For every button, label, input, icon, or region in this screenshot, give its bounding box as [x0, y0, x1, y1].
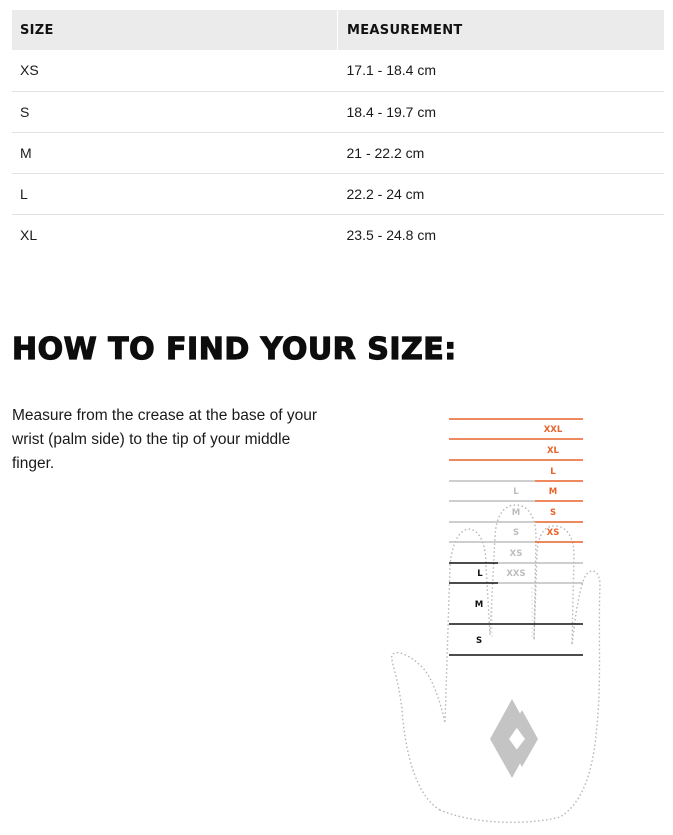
measurement-cell: 18.4 - 19.7 cm: [346, 103, 436, 120]
gray-label-s: S: [512, 528, 520, 538]
hand-diagram-svg: [380, 405, 650, 830]
orange-label-xl: XL: [547, 446, 559, 456]
table-row: [12, 50, 664, 91]
logo-diamond-left: [490, 699, 523, 778]
orange-label-m: M: [548, 487, 558, 497]
table-header-row: [12, 10, 664, 50]
gray-label-m: M: [511, 508, 521, 518]
measurement-cell: 17.1 - 18.4 cm: [346, 62, 436, 79]
measurement-cell: 22.2 - 24 cm: [346, 185, 425, 202]
size-cell: M: [20, 144, 32, 161]
size-cell: XS: [20, 62, 39, 79]
measurement-column-header: MEASUREMENT: [347, 22, 463, 38]
gray-label-xs: XS: [509, 549, 523, 559]
orange-label-xxl: XXL: [543, 425, 563, 435]
how-to-heading: HOW TO FIND YOUR SIZE:: [12, 332, 457, 367]
orange-label-s: S: [549, 508, 557, 518]
hand-measurement-diagram: [380, 405, 650, 830]
black-label-m: M: [474, 600, 484, 610]
hand-outline: [392, 505, 600, 822]
size-chart-table: [12, 10, 664, 255]
gray-label-l: L: [513, 487, 519, 497]
table-row: [12, 173, 664, 214]
diamond-logo-icon: [490, 699, 538, 778]
palm-crease-line: [492, 585, 532, 637]
size-cell: S: [20, 103, 30, 120]
logo-diamond-right: [514, 710, 538, 767]
black-scale-labels: [475, 569, 484, 646]
orange-label-xs: XS: [546, 528, 560, 538]
gray-label-xxs: XXS: [506, 569, 526, 579]
table-row: [12, 91, 664, 132]
orange-label-l: L: [550, 467, 556, 477]
size-cell: XL: [20, 226, 38, 243]
measurement-instructions: Measure from the crease at the base of your wrist (palm side) to the tip of your middle finger.: [12, 407, 317, 472]
size-column-header: SIZE: [12, 10, 338, 50]
black-label-l: L: [477, 569, 483, 579]
table-row: [12, 214, 664, 255]
size-cell: L: [20, 185, 28, 202]
measurement-cell: 23.5 - 24.8 cm: [346, 226, 436, 243]
measurement-cell: 21 - 22.2 cm: [346, 144, 425, 161]
black-label-s: S: [475, 636, 483, 646]
table-row: [12, 132, 664, 173]
